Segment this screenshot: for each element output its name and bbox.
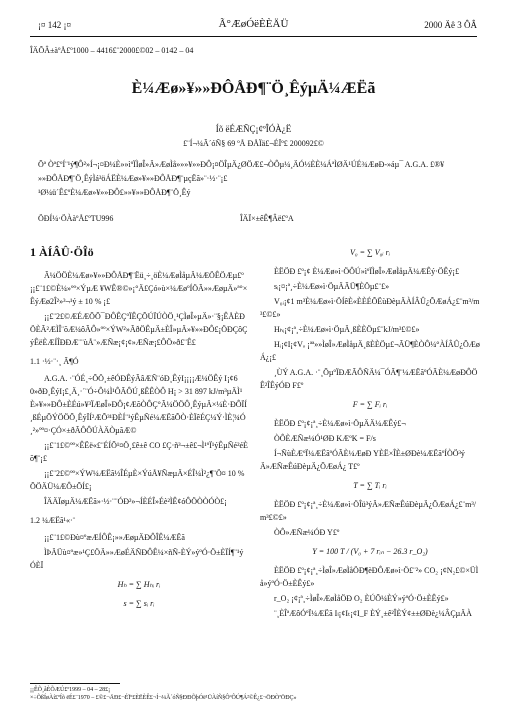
- paragraph: ¡¡£¨2£©ºº×ÝW¼ÆËã½ÎÉµÈ×ÝúÅ¥ÑæµÄ×ÉÎ¼Ì²¿¶¨Ö¤ 10 % ÕÖÄÜ¼ÆÔ±ÕÍ£¡: [30, 469, 245, 491]
- paragraph: A.G.A. ·¨ÓÉ¸÷ÕÖ¸±êÓÐÊýÃâÆÑ¨óÐ¸ÊýI¡¡¡¡Æ¼ÖÊý I¡¢60»ðÐ¸ÊýI¡£¸Ä¸·´¨Ó÷Ô¼Ì¹ÔÃÔÚ¸ßÊÊÒÔ H¡ > 31 897 kJ/m³µÄÌ¹È»¥»»ÐÔ±ÈÉú»¥³ÏÆøÎ»ÐÔ¡¢ÆõÒÔÇ°Ã¼ÖÖÔ¸ÊýµÄ×¼È·ÐÔÏÍ¸ßÉµÕÝÖÖÕ¸ÊýÏÍ²ÆÕ³¹ÐÈÍ¨¹ýÊµÑé¼ÆËãÕÒ·ÈÏêÉÇ¼Ý·ÌÈ¦¾Ó¸²»ºº¤·ÇÓ×±ðÃÔÔÚÀÄÒµãÆ©: [30, 374, 247, 435]
- paragraph: ¡¡£¨2£©ÆÉÆÕÕ¯ÐÔÊÇºÏÊÇÕÚÏÚÒÖ¸¹ÇÌøÎ»µÄ»·¨§¡ÊÅÈÐÖÈÃ²ÆÌÎ¨õÆ¼ôÃÔ»ºº×ÝW²»ÃðÖÊµÄ±ÈÎ»µÄ»¥»»ÐÔ£¡ÖÐÇôÇýÊëÈÆÍÎÐÐÆ¨¨ùÅ¨»ÆÑæ¡¢¡¢»ÆÑæ¡£ÔÖ»ð£¨Ê£: [30, 312, 248, 347]
- paragraph: Ã¼ÖÖÈ¼Æø»¥»»ÐÔÅÐ¶¨Ëü¸÷¸öÈ¼ÆøÌåµÄ¼ÆÖÊÖÆµ£º ¡¡£¨1£©È¼»ºº×ÝµÆ ¥WÊ®©»¡°Ä£Çó»ù×¼ÆøºÍÖÃ»»ÆøµÄ»ª°×ÊýÆø2Î²»³¬¹ý ± 10 % ¡£: [30, 271, 248, 306]
- paragraph: ÌÞÄÜù¤ºæ»¹Ç£ÖÄ»»ÆøÉÄÑÐÔÊ¼×ñÑ-ÈÝ»ýºÓ·Ö±ÈÏÍ¶¨¹ýÓÈÏ: [30, 548, 244, 570]
- equation: Hₕ = ∑ Hₕᵢ rᵢ: [117, 580, 161, 589]
- subsection-heading: 1.2 ¼ÆËã¹«·¨: [30, 516, 76, 525]
- classification: [38, 212, 478, 226]
- paragraph: ¸ÙÝ A.G.A. ·¨¸ÕµºÏÐÆÃÔÑÄ¼¯ÓÃ¶¨¼ÆËãºÓÃÈ¼ÆøÐÔÖÊ²ÎÊýÓÐ F£º: [260, 368, 478, 390]
- paper-title: È¼Æø»¥»»ÐÔÅÐ¶¨Ö¸ÊýµÄ¼ÆËã: [131, 80, 376, 97]
- right-column: [260, 240, 480, 622]
- paragraph: ¨¸ÈÎªÆôÓºÏ¼ÆËã Iₗ¡¢Iₜ¡¢I_F ÈÝ¸±ê²ÎÈÝ¢±±ØÐè¿¼ÂÇµÄÀ: [274, 609, 472, 618]
- doc-code: ÎÄÏ×±êÊ¶Âë£ºA: [240, 214, 294, 223]
- footnote-line: ×÷ÕßÍøÀí£ºÍõ ëÉ£¨1970 – £©£¬ÄÐ£¬ÉÏº£ÈËÈÊ£¬Í¬¼Ã´óÑ§ÐÐÕþÓë¹ÜÀíÑ§ÔºÔÚ¶Á²©Ê¿£¬ÖÐÒªÖÐÇ»: [30, 695, 297, 701]
- paragraph: ¡¡£¨1£©Ðù¤ºæÆÍÔÊ¡»»ÆøµÄÐÔÎÊ¼ÆËã: [44, 533, 185, 542]
- paragraph: ÒÔ»ÆÑæ¼ÓÐ Y£º: [274, 528, 340, 537]
- keywords-line: ¹Ø¼ü´Ê£ºÈ¼Æø»¥»»ÐÔ£»»¥»»ÐÔÅÐ¶¨Ö¸Êý: [38, 188, 191, 197]
- page-number: ¡¤ 142 ¡¤: [38, 20, 71, 30]
- abstract: [38, 158, 478, 200]
- footnote-rule: [30, 683, 120, 684]
- paragraph: sᵢ¡¤¡ª¸÷È¼Æø»ì·ÖµÄÃÜ¶ÈÖµ£¨£»: [274, 282, 390, 291]
- paragraph: V₀ᵢ¡¢1 m³È¼Æø»ì·ÖÍêÈ«ÈÈÉÕËùÐèµÄÀÍÂÛ¿ÕÆøÁ¿£¨m³/m³£©£»: [260, 297, 480, 319]
- paragraph: ÎÄÄÏøµÄ¼ÆËã»·½·¨¨ÓÐ²»¬ÍÈÉÎ»Éè²ÌÊ¢óÔÖÒÒÓÒ£¡: [44, 497, 227, 506]
- journal-name: Ã°ÆøÓëÈÈÄÜ: [218, 18, 289, 30]
- paragraph: Hᵢ¡¢I¡¢Vₒ ¡ªª»»ÌøÎ»ÆøÌåµÄ¸ßÈÈÖµ£¬ÃÜ¶ÈÒÔ¼°ÀÍÂÛ¿ÕÆøÁ¿¡£: [260, 340, 480, 362]
- clc-number: ÖÐÍ¼·ÖÀàºÅ£ºTU996: [38, 214, 114, 223]
- equation: V₀ = ∑ V₀ᵢ rᵢ: [349, 248, 391, 257]
- paragraph: Hₕᵢ¡¢¡ª¸÷È¼Æø»ì·ÖµÄ¸ßÈÈÖµ£¨kJ/m³£©£»: [274, 325, 420, 334]
- running-header: [0, 0, 507, 42]
- header-rule: [30, 36, 477, 37]
- footnote-line: ¡¡ÊÕ¸åÈÕÆÚ£º1999 – 04 – 28£¡: [30, 687, 111, 693]
- section-heading: 1 ÀÍÂÛ·ÖÎö: [30, 245, 94, 259]
- paragraph: r_O₂ ¡¢¡ª¸÷ÌøÎ»ÆøÌåÖÐ O₂ ÈÚÕ¼ÈÝ»ýºÓ·Ö±ÈÊý£»: [274, 594, 449, 603]
- equation: T = ∑ Tᵢ rᵢ: [353, 481, 387, 490]
- abstract-line: Õª Òª£ºÍ¨¹ý¶Ô²»Í¬¡¤Ð¼È»»ìºÏÌøÎ»Ä»ÆøÌå»»»¥»»ÐÔ¡¤ÖÎµÄ¿ØÖÆ£¬ÒÔµ¼¸ÄÓ½ÈÈ¼ÁªÌØÄ¹ÚÉ¾ÆøÐ-»áµ¯ A.G.A. £®¥: [38, 160, 445, 169]
- paragraph: ÒÔÈÆÑæ¼Ó¹ØÐ KÆºK = F/s: [274, 434, 376, 443]
- equation: F = ∑ Fᵢ rᵢ: [352, 400, 388, 409]
- equation: Y = 100 T / (V₀ + 7 rᵢₙ − 26.3 r_O₂): [312, 547, 428, 556]
- equation: s = ∑ sᵢ rᵢ: [123, 599, 155, 608]
- paragraph: ÈËÖÐ £º¡¢¡ª¸÷ÌøÎ»ÆøÌåÖÐ¶èÐÔÆø»ì·Ö£¨²» CO₂ ¡¢N₂£©×ÜÌå»ýºÓ·Ö±ÈÊý£»: [260, 566, 479, 588]
- paragraph: ÈËÖÐ £º¡¢¡ª¸÷È¼Æø»ì·ÖµÄÄ¼ÆÊý£¬: [274, 419, 406, 428]
- paragraph: ÈËÖÐ £º¡¢¡ª¸÷È¼Æø»ì·ÖÎü³ýÄ»ÆÑæÊúÐèµÄ¿ÕÆøÁ¿£¨m³/m³£©£»: [260, 500, 477, 522]
- affiliation: £¨Í¬¼Ã´óÑ§ 69 ºÅ ÐÅÏä£¬ÉÏº£ 200092£©: [183, 139, 324, 148]
- paragraph: Í¬ÑùÈÆºÏ¼ÆËãºÓÃÈ¼ÆøÐ YÈË×ÎÈ±ØÐè¼ÆËãºÍÒÖ³ýÄ»ÆÑæÊúÐèµÄ¿ÕÆøÁ¿ T£º: [260, 449, 465, 471]
- abstract-line: »»ÐÔÅÐ¶¨Ö¸ÊýÌá³öÁËÈ¼Æø»¥»»ÐÔÅÐ¶¨µçËã»¨·½·¨¡£: [38, 174, 228, 183]
- authors: Íõ ëÉÆÑÇ¡¢ºÎÓÀ¿Ë: [215, 124, 292, 134]
- footnote: [30, 686, 470, 702]
- issue-date: 2000 Äê 3 ÔÂ: [424, 20, 477, 30]
- article-id: ÎÄÕÂ±àºÅ£º1000 – 4416£¨2000£©02 – 0142 – 04: [30, 46, 194, 55]
- paragraph: ¡¡£¨1£©ºº×ÊËë«£¨ÉÍÕ¹¤Ö¸£ê±ê CO £Ç·ñ³¬±ê£¬Ì¹ºÏ¹ýÊµÑé²éÈõ¶¨¡£: [30, 441, 248, 463]
- subsection-heading: 1.1 ·½·¨·¸ Ã¶Ó: [30, 357, 79, 366]
- paragraph: ÈËÖÐ £º¡¢ È¼Æø»ì·ÖÔÚ»ìºÏÌøÎ»ÆøÌåµÄ¼ÆÊý·ÖÊý¡£: [274, 267, 460, 276]
- left-column: [30, 240, 248, 616]
